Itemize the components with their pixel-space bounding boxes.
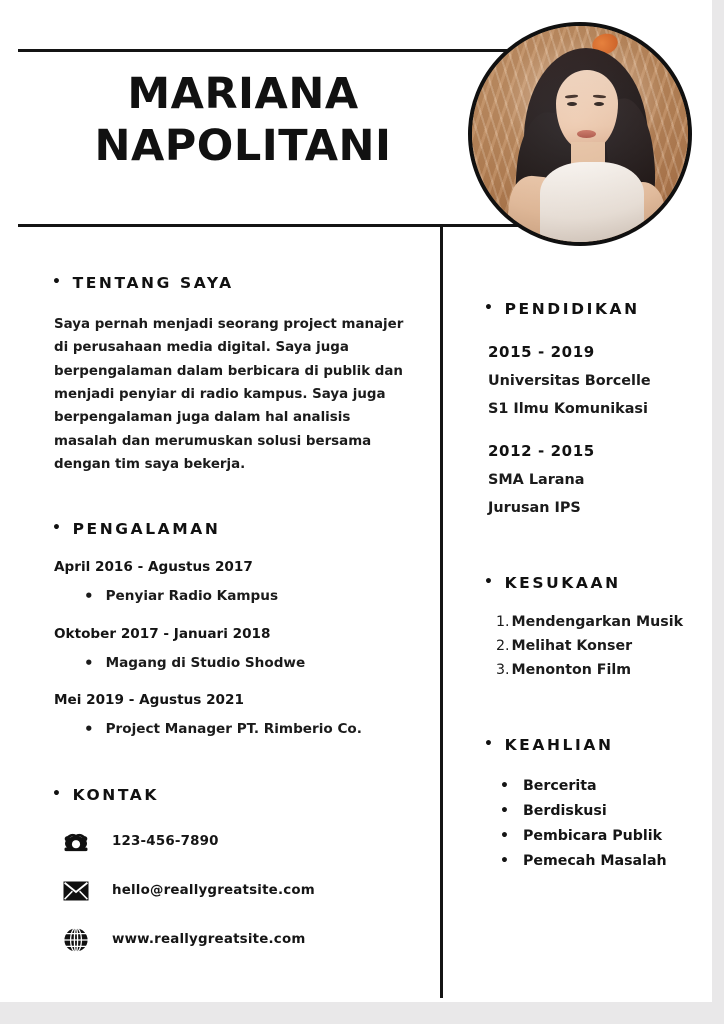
skill-label: Bercerita xyxy=(522,778,597,794)
section-heading-label: TENTANG SAYA xyxy=(72,274,234,292)
education-years: 2015 - 2019 xyxy=(488,343,595,361)
contact-email-value: hello@reallygreatsite.com xyxy=(112,883,315,899)
experience-item xyxy=(54,626,432,672)
section-heading-label: PENDIDIKAN xyxy=(504,300,640,318)
section-heading-label: KEAHLIAN xyxy=(504,736,614,754)
skill-label: Pembicara Publik xyxy=(522,828,663,844)
section-heading-skills xyxy=(484,736,700,754)
experience-role-label: Project Manager PT. Rimberio Co. xyxy=(105,721,362,738)
page-title xyxy=(18,68,468,173)
list-item xyxy=(496,638,700,654)
education-entry xyxy=(488,343,700,417)
globe-icon xyxy=(62,926,90,954)
contact-list xyxy=(62,828,432,954)
experience-role-label: Penyiar Radio Kampus xyxy=(105,588,279,605)
list-item xyxy=(500,778,700,794)
contact-row-phone[interactable] xyxy=(62,828,432,856)
left-column xyxy=(0,236,432,975)
education-school: SMA Larana xyxy=(488,472,585,488)
portrait-eye-right xyxy=(594,102,604,106)
list-bullet-icon: • xyxy=(84,653,94,672)
hobby-label: Menonton Film xyxy=(511,662,632,678)
education-program: S1 Ilmu Komunikasi xyxy=(488,401,648,417)
section-heading-hobbies xyxy=(484,574,700,592)
avatar xyxy=(468,22,692,246)
list-bullet-icon: • xyxy=(500,803,509,819)
experience-date: April 2016 - Agustus 2017 xyxy=(54,559,253,576)
heading-bullet-icon: • xyxy=(484,300,496,316)
education-entry xyxy=(488,442,700,516)
section-heading-experience xyxy=(52,520,432,538)
education-years: 2012 - 2015 xyxy=(488,442,595,460)
contact-row-email[interactable] xyxy=(62,877,432,905)
experience-role xyxy=(84,588,432,605)
hobby-label: Mendengarkan Musik xyxy=(511,614,684,630)
envelope-icon xyxy=(62,877,90,905)
contact-phone-value: 123-456-7890 xyxy=(112,834,219,850)
list-item xyxy=(496,662,700,678)
portrait-top xyxy=(540,162,644,246)
education-school: Universitas Borcelle xyxy=(488,373,651,389)
column-divider xyxy=(440,225,443,998)
experience-date: Oktober 2017 - Januari 2018 xyxy=(54,625,271,642)
right-column xyxy=(452,236,700,878)
skills-list xyxy=(500,778,700,869)
section-heading-label: KONTAK xyxy=(72,785,160,804)
section-heading-label: KESUKAAN xyxy=(504,574,621,592)
list-bullet-icon: • xyxy=(500,778,509,794)
list-item xyxy=(496,614,700,630)
name-last: NAPOLITANI xyxy=(94,121,392,172)
section-heading-label: PENGALAMAN xyxy=(72,520,221,539)
list-item xyxy=(500,828,700,844)
section-heading-contact xyxy=(52,786,432,804)
education-program: Jurusan IPS xyxy=(488,500,581,516)
hobby-number: 1. xyxy=(496,614,510,630)
list-item xyxy=(500,853,700,869)
portrait-eye-left xyxy=(567,102,577,106)
portrait-lips xyxy=(577,130,596,138)
phone-icon xyxy=(62,828,90,856)
hobbies-list xyxy=(496,614,700,678)
heading-bullet-icon: • xyxy=(484,736,496,752)
experience-role-label: Magang di Studio Shodwe xyxy=(105,654,306,671)
list-bullet-icon: • xyxy=(84,720,94,739)
hobby-number: 3. xyxy=(496,662,510,678)
contact-website-value: www.reallygreatsite.com xyxy=(112,932,306,948)
name-first: MARIANA xyxy=(127,69,359,119)
experience-item xyxy=(54,692,432,738)
list-bullet-icon: • xyxy=(500,828,509,844)
about-body-text: Saya pernah menjadi seorang project manajer di perusahaan media digital. Saya juga berpengalaman dalam berbicara di publik dan menjadi penyiar di radio kampus. Saya juga berpengalaman juga dalam hal analisis masalah dan merumuskan solusi bersama dengan tim saya bekerja. xyxy=(54,317,404,472)
heading-bullet-icon: • xyxy=(484,574,496,590)
heading-bullet-icon: • xyxy=(52,274,64,290)
hobby-number: 2. xyxy=(496,638,510,654)
list-bullet-icon: • xyxy=(84,587,94,606)
experience-item xyxy=(54,559,432,605)
skill-label: Pemecah Masalah xyxy=(522,853,667,869)
list-bullet-icon: • xyxy=(500,853,509,869)
contact-row-website[interactable] xyxy=(62,926,432,954)
experience-date: Mei 2019 - Agustus 2021 xyxy=(54,692,244,709)
heading-bullet-icon: • xyxy=(52,520,64,537)
section-heading-about xyxy=(52,274,432,292)
heading-bullet-icon: • xyxy=(52,785,64,802)
experience-role xyxy=(84,721,432,738)
section-heading-education xyxy=(484,300,700,318)
list-item xyxy=(500,803,700,819)
skill-label: Berdiskusi xyxy=(522,803,607,819)
hobby-label: Melihat Konser xyxy=(511,638,633,654)
experience-role xyxy=(84,655,432,672)
